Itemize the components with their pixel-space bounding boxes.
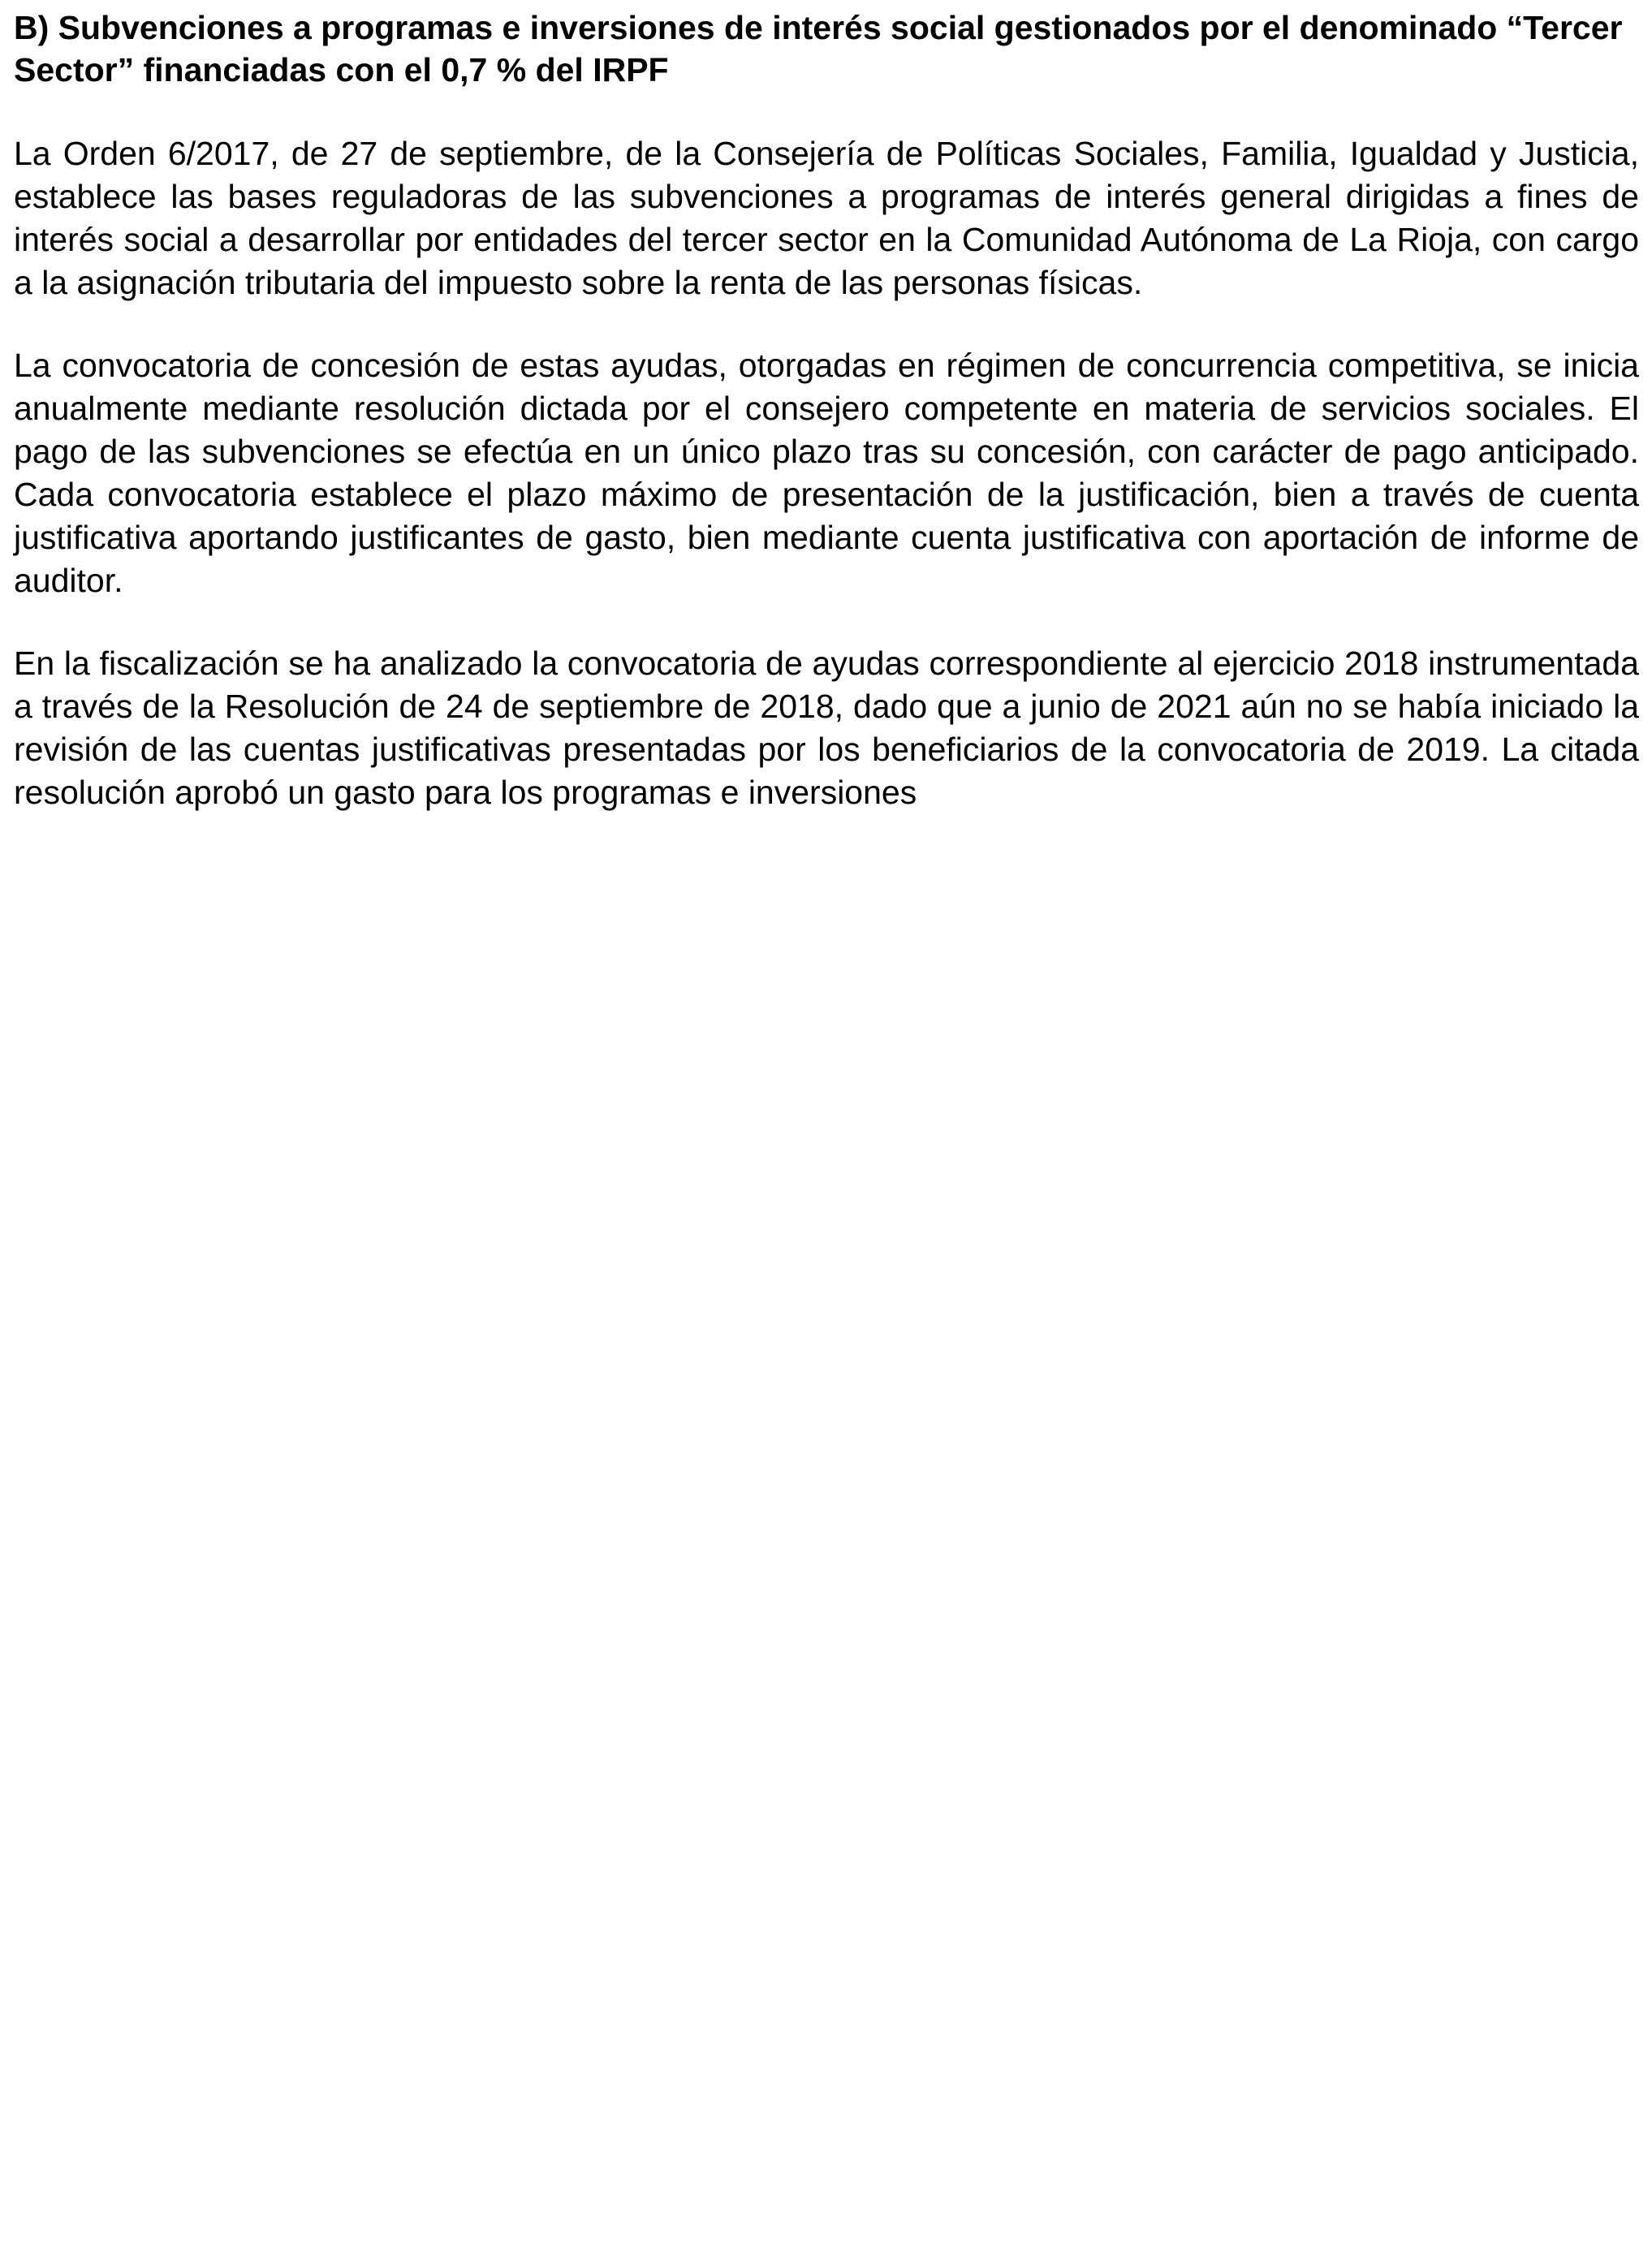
section-heading: B) Subvenciones a programas e inversiones de interés social gestionados por el denominado “Tercer Sector” financiadas con el 0,7 % del IRPF bbox=[14, 9, 1623, 88]
paragraph-orden: La Orden 6/2017, de 27 de septiembre, de la Consejería de Políticas Sociales, Familia, Igualdad y Justicia, establece las bases reguladoras de las subvenciones a programas de interés general dirigidas a fines de interés social a desarrollar por entidades del tercer sector en la Comunidad Autónoma de La Rioja, con cargo a la asignación tributaria del impuesto sobre la renta de las personas físicas. bbox=[14, 135, 1639, 301]
paragraph-convocatoria: La convocatoria de concesión de estas ayudas, otorgadas en régimen de concurrencia competitiva, se inicia anualmente mediante resolución dictada por el consejero competente en materia de servicios sociales. El pago de las subvenciones se efectúa en un único plazo tras su concesión, con carácter de pago anticipado. Cada convocatoria establece el plazo máximo de presentación de la justificación, bien a través de cuenta justificativa aportando justificantes de gasto, bien mediante cuenta justificativa con aportación de informe de auditor. bbox=[14, 347, 1639, 599]
paragraph-fiscalizacion: En la fiscalización se ha analizado la convocatoria de ayudas correspondiente al ejercicio 2018 instrumentada a través de la Resolución de 24 de septiembre de 2018, dado que a junio de 2021 aún no se había iniciado la revisión de las cuentas justificativas presentadas por los beneficiarios de la convocatoria de 2019. La citada resolución aprobó un gasto para los programas e inversiones bbox=[14, 645, 1639, 811]
document-page bbox=[14, 6, 1639, 814]
